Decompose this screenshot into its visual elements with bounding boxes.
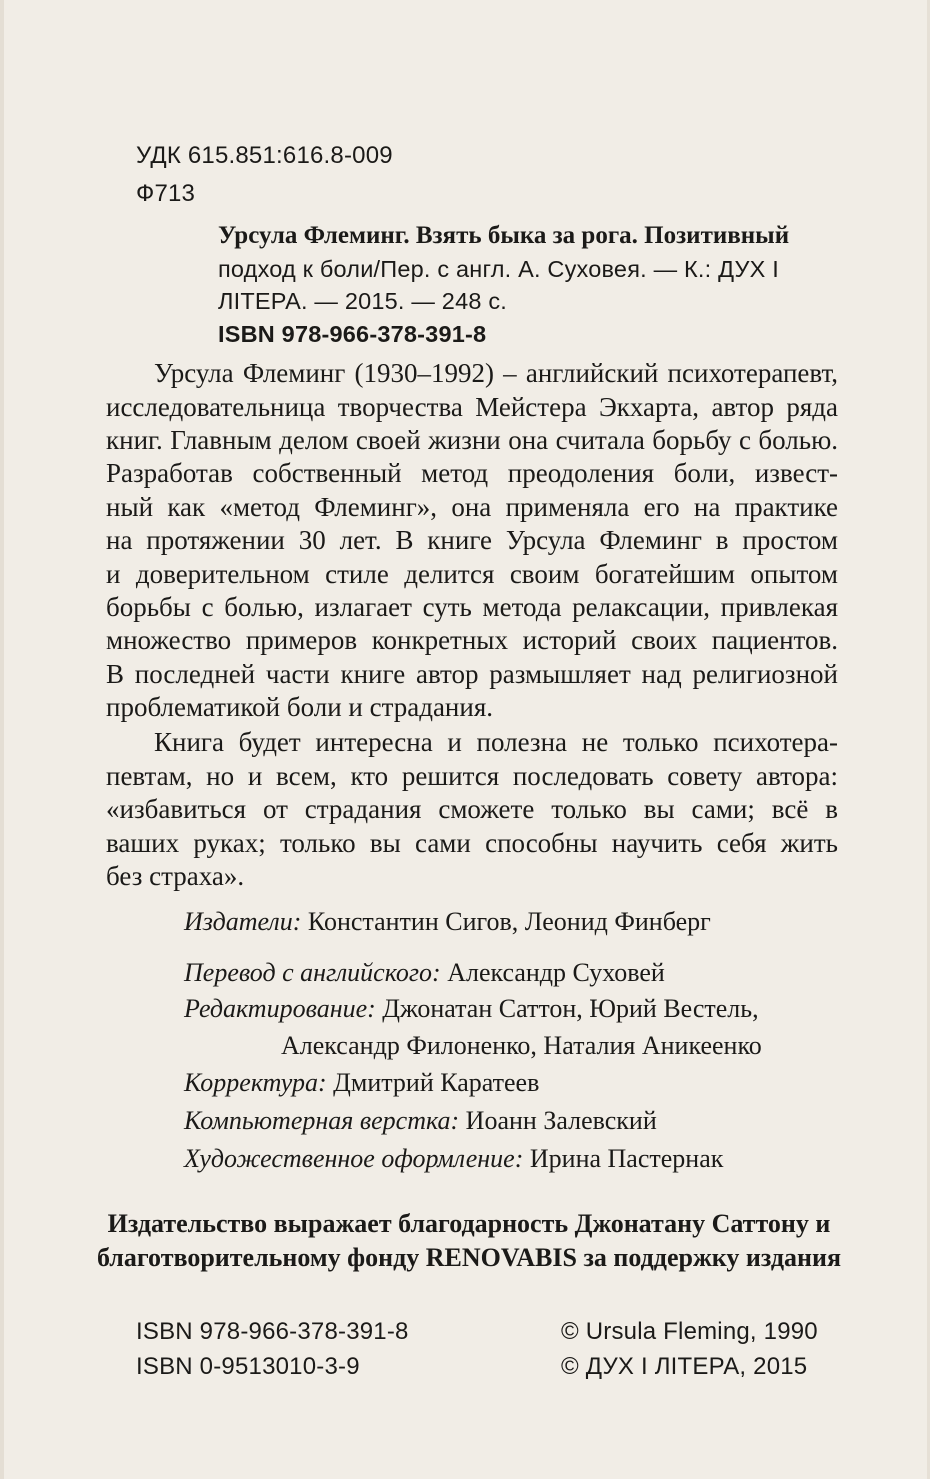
credit-names: Александр Суховей (440, 958, 665, 987)
paragraph-line: и доверительном стиле делится своим богатейшим опытом (106, 559, 838, 589)
credit-names: Ирина Пастернак (523, 1144, 724, 1173)
credit-proofreading (184, 1068, 539, 1098)
bib-isbn: ISBN 978-966-378-391-8 (218, 321, 487, 347)
credit-editing-continued: Александр Филоненко, Наталия Аникеенко (281, 1031, 762, 1060)
paragraph-line: книг. Главным делом своей жизни она считала борьбу с болью. (106, 425, 838, 455)
paragraph-line: Разработав собственный метод преодоления боли, извест- (106, 458, 838, 488)
credit-editing (184, 994, 759, 1024)
paragraph-line: Книга будет интересна и полезна не только психотера- (154, 727, 838, 757)
udk-code: УДК 615.851:616.8-009 (136, 142, 393, 169)
paragraph-line: проблематикой боли и страдания. (106, 692, 493, 722)
credit-translation (184, 958, 665, 988)
paragraph-line: «избавиться от страдания сможете только вы сами; всё в (106, 794, 838, 824)
paragraph-line: певтам, но и всем, кто решится последовать совету автора: (106, 761, 838, 791)
paragraph-line: на протяжении 30 лет. В книге Урсула Флеминг в простом (106, 525, 838, 555)
credit-art (184, 1144, 723, 1174)
credit-role: Редактирование: (184, 994, 376, 1023)
credit-role: Издатели: (184, 907, 302, 936)
footer-copyright-1: © Ursula Fleming, 1990 (561, 1318, 818, 1345)
paragraph-line: Урсула Флеминг (1930–1992) – английский психотерапевт, (154, 358, 838, 388)
bib-line-2-text: подход к боли/Пер. с англ. А. Суховея. — К.: ДУХ І (218, 256, 779, 282)
paragraph-line: борьбы с болью, излагает суть метода релаксации, привлекая (106, 592, 838, 622)
credit-names: Константин Сигов, Леонид Финберг (301, 907, 711, 936)
credit-names: Иоанн Залевский (459, 1106, 657, 1135)
paragraph-line: множество примеров конкретных историй своих пациентов. (106, 625, 838, 655)
bib-line-1: Урсула Флеминг. Взять быка за рога. Позитивный (218, 222, 790, 249)
paragraph-line: исследовательница творчества Мейстера Экхарта, автор ряда (106, 392, 838, 422)
paragraph-line: В последней части книге автор размышляет над религиозной (106, 659, 838, 689)
footer-isbn-1: ISBN 978-966-378-391-8 (136, 1318, 409, 1345)
credit-names: Джонатан Саттон, Юрий Вестель, (375, 994, 759, 1023)
credit-role: Корректура: (184, 1068, 327, 1097)
credit-names: Дмитрий Каратеев (326, 1068, 540, 1097)
bib-line-2 (218, 256, 779, 283)
credit-role: Художественное оформление: (184, 1144, 524, 1173)
credit-role: Компьютерная верстка: (184, 1106, 460, 1135)
thanks-line-2: благотворительному фонду RENOVABIS за поддержку издания (96, 1243, 842, 1272)
footer-copyright-2: © ДУХ І ЛІТЕРА, 2015 (561, 1353, 808, 1380)
paragraph-line: без страха». (106, 861, 245, 891)
credit-publishers (184, 907, 711, 937)
paragraph-line: ный как «метод Флеминг», она применяла его на практике (106, 492, 838, 522)
author-mark-code: Ф713 (136, 180, 196, 207)
paragraph-line: ваших руках; только вы сами способны научить себя жить (106, 828, 838, 858)
credit-layout (184, 1106, 657, 1136)
footer-isbn-2: ISBN 0-9513010-3-9 (136, 1353, 360, 1380)
credit-role: Перевод с английского: (184, 958, 441, 987)
bib-line-3: ЛІТЕРА. — 2015. — 248 с. (218, 288, 508, 314)
thanks-line-1: Издательство выражает благодарность Джонатану Саттону и (107, 1209, 831, 1238)
